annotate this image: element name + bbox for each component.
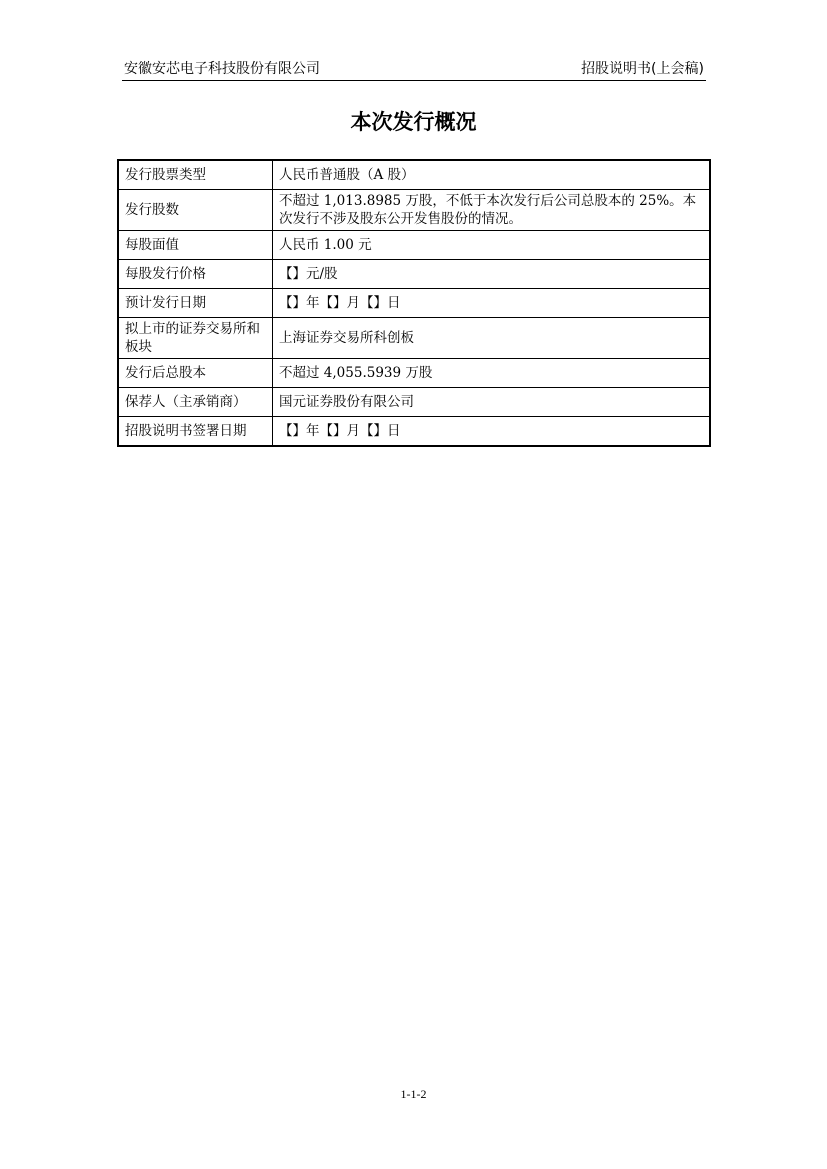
row-value: 国元证券股份有限公司	[273, 388, 711, 417]
row-label: 发行股票类型	[118, 160, 273, 190]
row-value: 不超过 1,013.8985 万股，不低于本次发行后公司总股本的 25%。本次发行不涉及股东公开发售股份的情况。	[273, 190, 711, 231]
table-row-issue-date	[118, 289, 710, 318]
row-value: 不超过 4,055.5939 万股	[273, 359, 711, 388]
row-label: 发行股数	[118, 190, 273, 231]
row-label: 保荐人（主承销商）	[118, 388, 273, 417]
header-document-type: 招股说明书(上会稿)	[581, 61, 704, 77]
row-label: 每股发行价格	[118, 260, 273, 289]
table-row-stock-type	[118, 160, 710, 190]
header-company-name: 安徽安芯电子科技股份有限公司	[124, 61, 320, 77]
table-row-total-shares	[118, 359, 710, 388]
table-row-signing-date	[118, 417, 710, 447]
row-label: 发行后总股本	[118, 359, 273, 388]
row-label: 预计发行日期	[118, 289, 273, 318]
row-value: 【】元/股	[273, 260, 711, 289]
table-row-issue-price	[118, 260, 710, 289]
row-label: 每股面值	[118, 231, 273, 260]
row-value: 人民币普通股（A 股）	[273, 160, 711, 190]
row-value: 人民币 1.00 元	[273, 231, 711, 260]
row-value: 上海证券交易所科创板	[273, 318, 711, 359]
table-row-par-value	[118, 231, 710, 260]
offering-overview-table	[117, 159, 711, 447]
page-title: 本次发行概况	[350, 110, 477, 134]
page-header	[122, 58, 706, 81]
table-row-sponsor	[118, 388, 710, 417]
row-value: 【】年【】月【】日	[273, 289, 711, 318]
row-label: 招股说明书签署日期	[118, 417, 273, 447]
row-value: 【】年【】月【】日	[273, 417, 711, 447]
row-label: 拟上市的证券交易所和板块	[118, 318, 273, 359]
table-row-shares-issued	[118, 190, 710, 231]
table-row-exchange-board	[118, 318, 710, 359]
page-number: 1-1-2	[400, 1087, 427, 1101]
